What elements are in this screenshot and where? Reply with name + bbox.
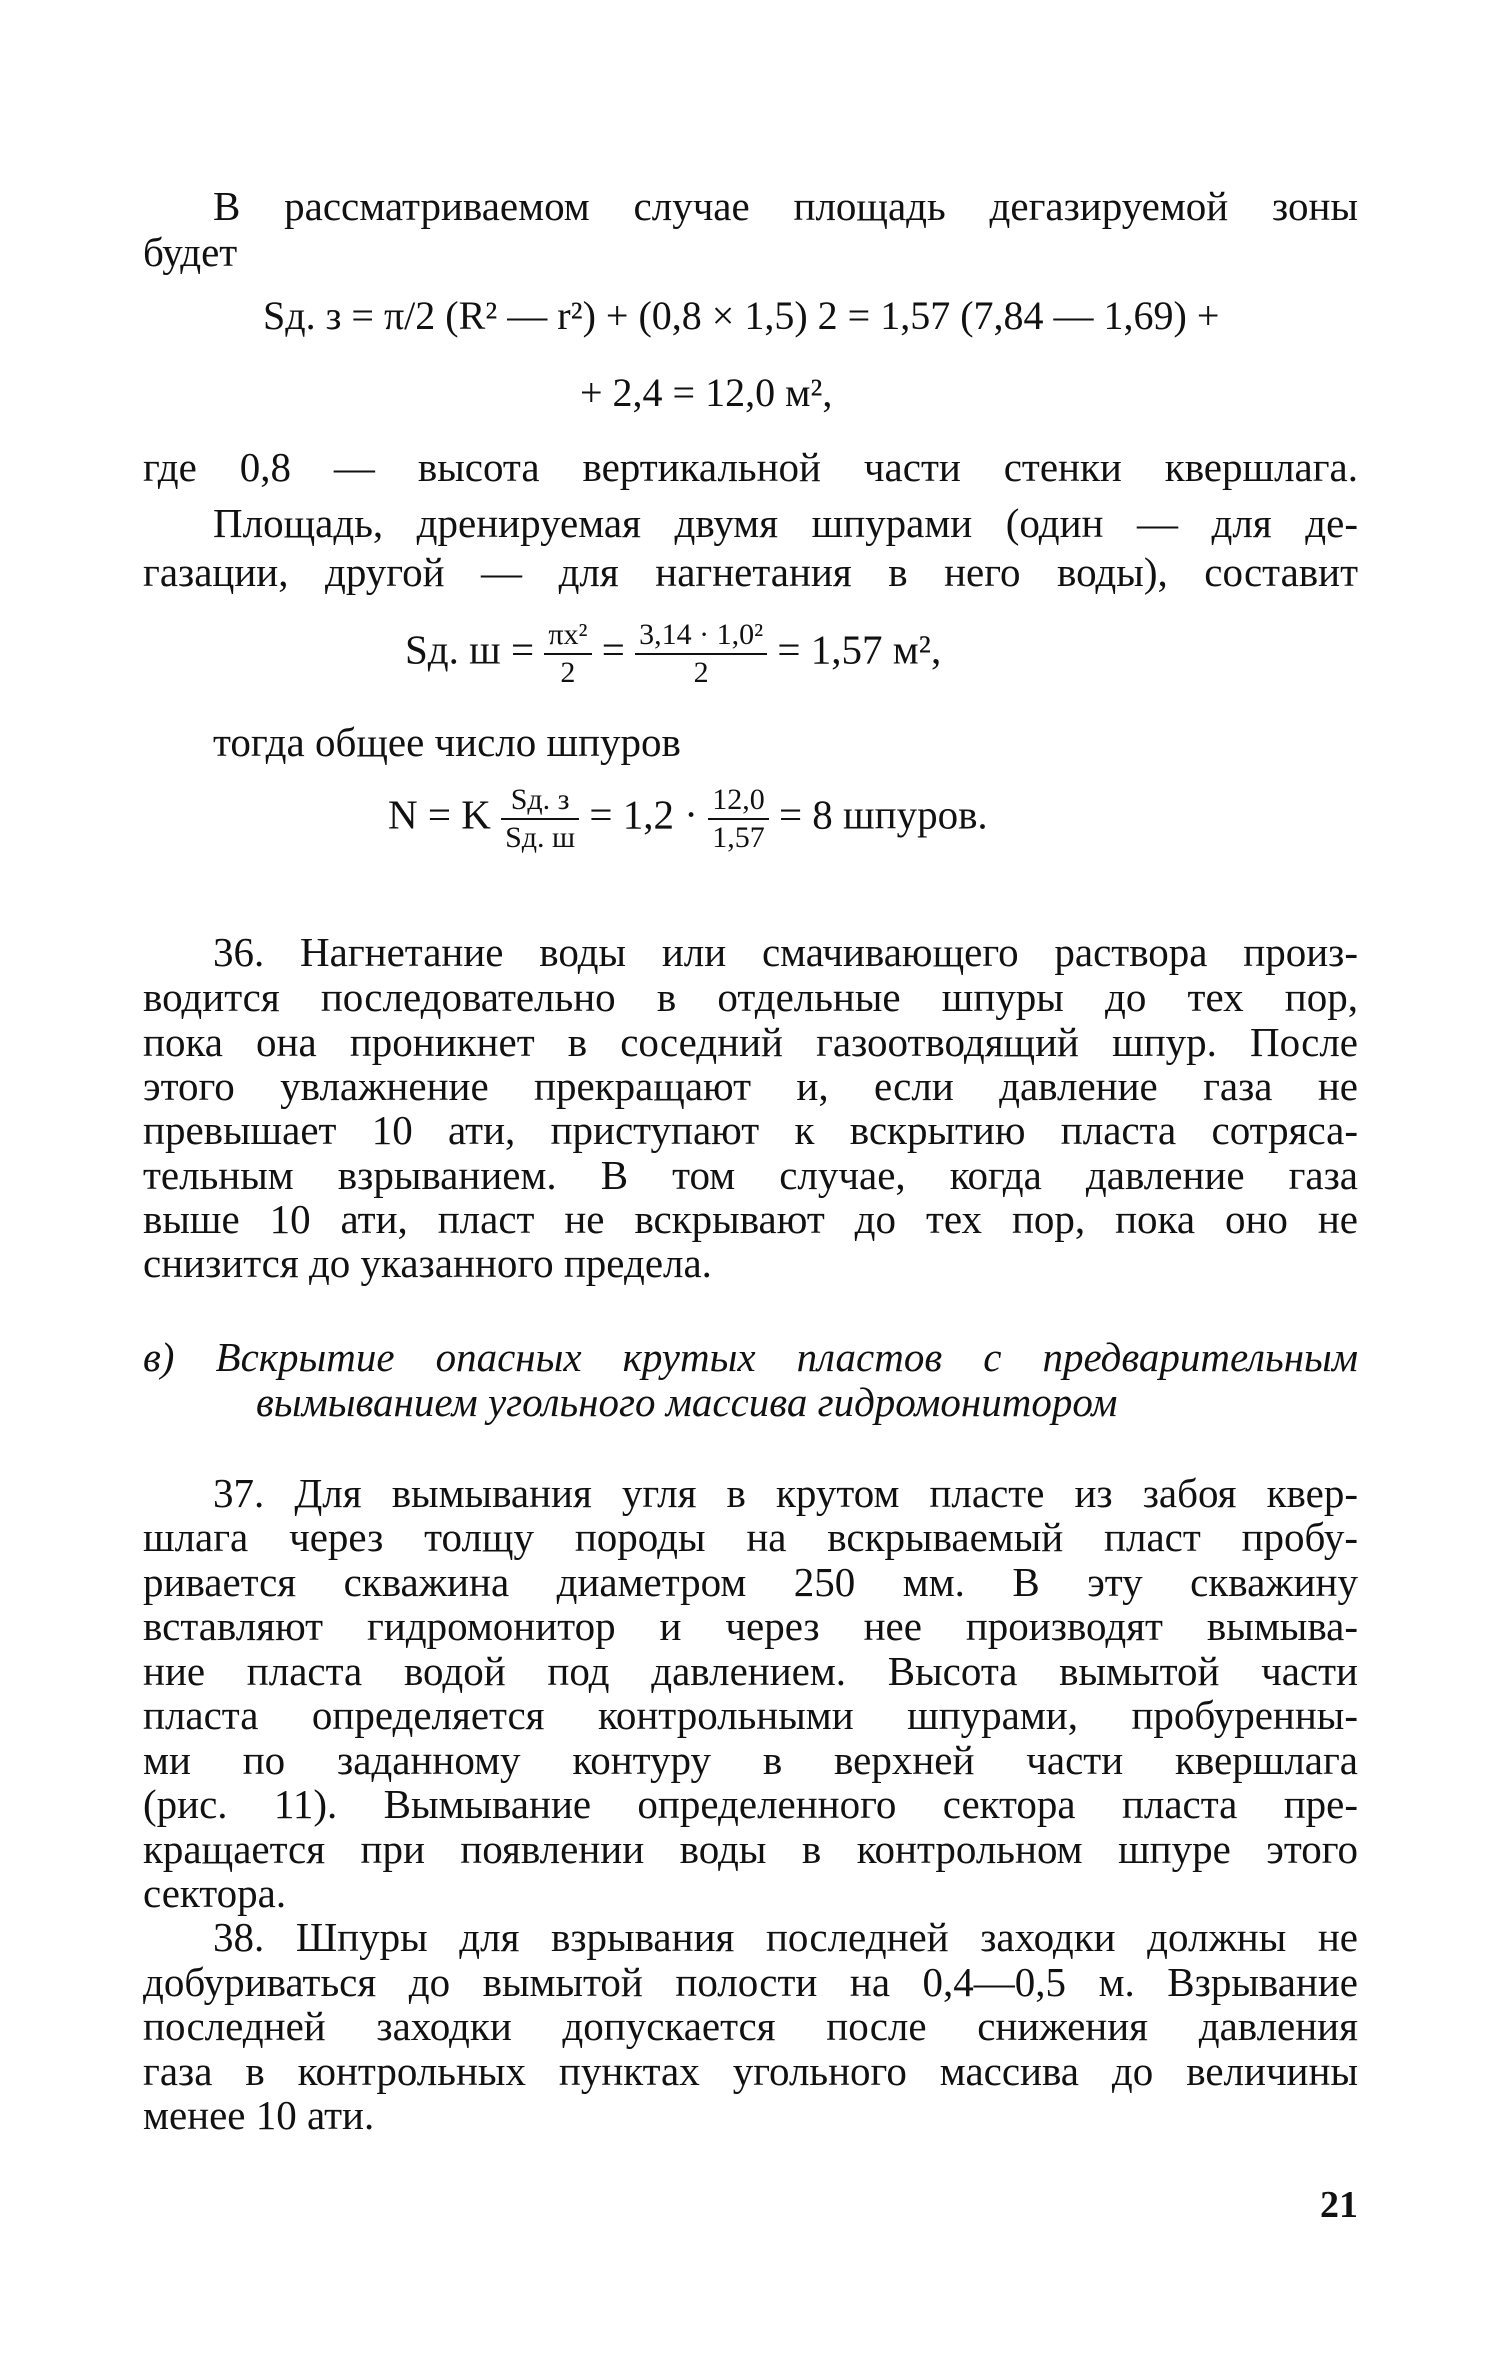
- page-number: 21: [1320, 2184, 1358, 2226]
- intro-line-1: В рассматриваемом случае площадь дегазируемой зоны: [213, 183, 1358, 229]
- formula-3-rhs: = 8 шпуров.: [778, 791, 988, 838]
- p38-line-5: менее 10 ати.: [143, 2092, 375, 2138]
- p37-line-3: ривается скважина диаметром 250 мм. В эту скважину: [143, 1559, 1358, 1605]
- p37-line-10: сектора.: [143, 1870, 287, 1916]
- p36-line-8: снизится до указанного предела.: [143, 1240, 712, 1286]
- section-heading-line-1: в) Вскрытие опасных крутых пластов с предварительным: [143, 1334, 1358, 1380]
- intro-line-2: будет: [143, 229, 238, 275]
- formula-1-line-1: Sд. з = π/2 (R² — r²) + (0,8 × 1,5) 2 = 1,57 (7,84 — 1,69) +: [263, 293, 1220, 338]
- formula-1-line-2: + 2,4 = 12,0 м²,: [580, 370, 833, 415]
- formula-3-fraction-1: $\frac{Sд. з}{Sд. ш}$: [501, 785, 579, 853]
- p37-line-1: 37. Для вымывания угля в крутом пласте из забоя квер-: [213, 1470, 1358, 1516]
- p36-line-6: тельным взрыванием. В том случае, когда давление газа: [143, 1152, 1358, 1198]
- then-line: тогда общее число шпуров: [213, 719, 681, 765]
- p38-line-1: 38. Шпуры для взрывания последней заходки должны не: [213, 1914, 1358, 1960]
- formula-2-rhs: = 1,57 м²,: [777, 626, 942, 673]
- p38-line-2: добуриваться до вымытой полости на 0,4—0,5 м. Взрывание: [143, 1959, 1358, 2005]
- p37-line-4: вставляют гидромонитор и через нее производят вымыва-: [143, 1603, 1358, 1649]
- p37-line-2: шлага через толщу породы на вскрываемый пласт пробу-: [143, 1514, 1358, 1560]
- p36-line-3: пока она проникнет в соседний газоотводящий шпур. После: [143, 1019, 1358, 1065]
- area-paragraph-line-2: газации, другой — для нагнетания в него воды), составит: [143, 549, 1358, 595]
- where-line: где 0,8 — высота вертикальной части стенки квершлага.: [143, 444, 1358, 490]
- p36-line-7: выше 10 ати, пласт не вскрывают до тех пор, пока оно не: [143, 1196, 1358, 1242]
- formula-3: [388, 785, 988, 853]
- p36-line-4: этого увлажнение прекращают и, если давление газа не: [143, 1063, 1358, 1109]
- area-paragraph-line-1: Площадь, дренируемая двумя шпурами (один — для де-: [213, 500, 1358, 546]
- p37-line-9: кращается при появлении воды в контрольном шпуре этого: [143, 1826, 1358, 1872]
- formula-2-lhs: Sд. ш =: [405, 626, 535, 673]
- formula-2: [405, 620, 941, 688]
- formula-2-fraction-2: $\frac{\text{3,14 · 1,0²}}{2}$: [635, 620, 767, 688]
- p37-line-7: ми по заданному контуру в верхней части квершлага: [143, 1737, 1358, 1783]
- p37-line-8: (рис. 11). Вымывание определенного сектора пласта пре-: [143, 1781, 1358, 1827]
- formula-3-fraction-2: $\frac{12,0}{1,57}$: [708, 785, 769, 853]
- formula-2-fraction-1: $\frac{\text{πx²}}{2}$: [544, 620, 591, 688]
- p36-line-2: водится последовательно в отдельные шпуры до тех пор,: [143, 974, 1358, 1020]
- p36-line-5: превышает 10 ати, приступают к вскрытию пласта сотряса-: [143, 1107, 1358, 1153]
- p38-line-3: последней заходки допускается после снижения давления: [143, 2003, 1358, 2049]
- p37-line-5: ние пласта водой под давлением. Высота вымытой части: [143, 1648, 1358, 1694]
- p37-line-6: пласта определяется контрольными шпурами, пробуренны-: [143, 1692, 1358, 1738]
- p38-line-4: газа в контрольных пунктах угольного массива до величины: [143, 2048, 1358, 2094]
- section-heading-line-2: вымыванием угольного массива гидромонитором: [256, 1379, 1118, 1425]
- formula-3-lhs: N = K: [388, 791, 491, 838]
- formula-2-eq: =: [601, 626, 625, 673]
- p36-line-1: 36. Нагнетание воды или смачивающего раствора произ-: [213, 929, 1358, 975]
- formula-3-mid: = 1,2 ·: [589, 791, 698, 838]
